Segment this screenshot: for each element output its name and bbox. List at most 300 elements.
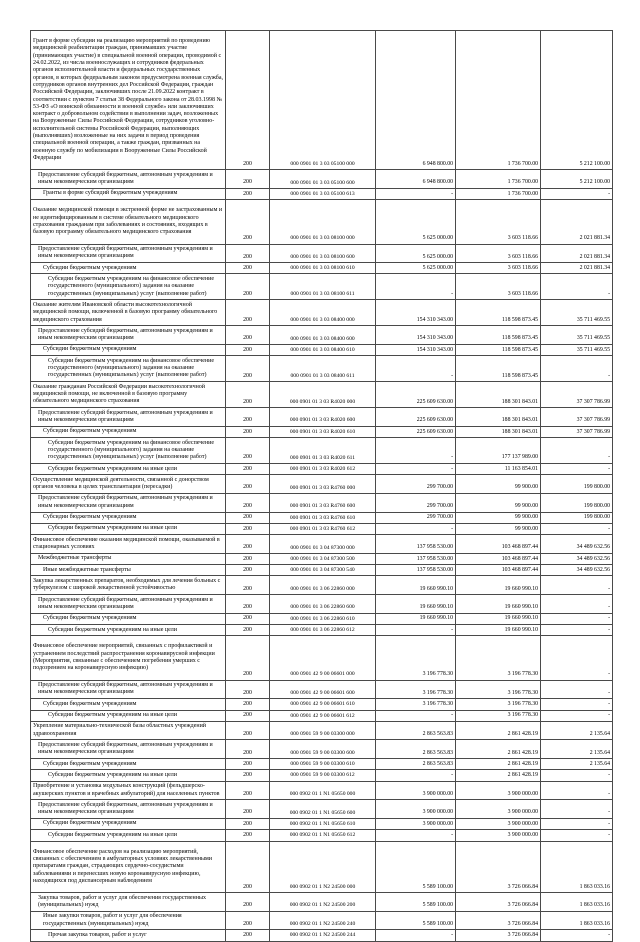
cell-executed-amount: 3 603 118.66 <box>456 263 541 274</box>
cell-expense-type: 200 <box>226 326 270 345</box>
cell-classification-code: 000 0901 42 9 00 06601 000 <box>270 636 376 680</box>
cell-approved-amount: - <box>376 830 456 841</box>
cell-executed-amount: 19 660 990.10 <box>456 595 541 614</box>
cell-approved-amount: - <box>376 274 456 300</box>
table-row <box>31 188 613 199</box>
cell-approved-amount: - <box>376 356 456 382</box>
cell-classification-code: 000 0901 01 3 03 R4760 612 <box>270 523 376 534</box>
cell-expense-type: 200 <box>226 188 270 199</box>
cell-executed-amount: 118 598 873.45 <box>456 356 541 382</box>
cell-executed-amount: 118 598 873.45 <box>456 300 541 326</box>
cell-classification-code: 000 0901 01 3 03 R4760 000 <box>270 475 376 494</box>
cell-approved-amount: 137 958 530.00 <box>376 535 456 554</box>
cell-row-name: Субсидии бюджетным учреждениям на иные цели <box>31 710 226 721</box>
cell-approved-amount: 154 310 343.00 <box>376 326 456 345</box>
cell-row-name: Субсидии бюджетным учреждениям на финансовое обеспечение государственного (муниципального) задания на оказание государственных (муниципальных) услуг (выполнение работ) <box>31 356 226 382</box>
cell-executed-amount: 103 468 897.44 <box>456 565 541 576</box>
cell-unexecuted-amount: - <box>541 930 613 941</box>
cell-approved-amount: 137 958 530.00 <box>376 553 456 564</box>
budget-table-body <box>31 31 613 942</box>
cell-executed-amount: 3 196 778.30 <box>456 699 541 710</box>
cell-row-name: Финансовое обеспечение мероприятий, связанных с профилактикой и устранением последствий распространения коронавирусной инфекции (Мероприятия, связанные с обеспечением погребения умерших с подозрением на коронавирусную инфекцию) <box>31 636 226 680</box>
cell-classification-code: 000 0901 01 3 03 08400 610 <box>270 344 376 355</box>
cell-approved-amount: 19 660 990.10 <box>376 595 456 614</box>
cell-classification-code: 000 0901 01 3 03 R4760 600 <box>270 493 376 512</box>
cell-approved-amount: 6 948 800.00 <box>376 31 456 170</box>
cell-unexecuted-amount: 199 800.00 <box>541 493 613 512</box>
cell-executed-amount: 3 196 778.30 <box>456 636 541 680</box>
cell-expense-type: 200 <box>226 475 270 494</box>
cell-executed-amount: 3 726 066.84 <box>456 893 541 912</box>
cell-executed-amount: 99 900.00 <box>456 512 541 523</box>
cell-row-name: Предоставление субсидий бюджетным, автономным учреждениям и иным некоммерческим организациям <box>31 680 226 699</box>
cell-expense-type: 200 <box>226 759 270 770</box>
cell-classification-code: 000 0901 42 9 00 06601 610 <box>270 699 376 710</box>
cell-classification-code: 000 0901 01 3 03 R4020 610 <box>270 426 376 437</box>
cell-classification-code: 000 0901 01 3 03 08400 600 <box>270 326 376 345</box>
table-row <box>31 344 613 355</box>
table-row <box>31 244 613 263</box>
cell-classification-code: 000 0901 59 9 00 03300 612 <box>270 770 376 781</box>
cell-executed-amount: 3 900 000.00 <box>456 830 541 841</box>
table-row <box>31 382 613 408</box>
cell-classification-code: 000 0901 01 3 06 22860 000 <box>270 576 376 595</box>
cell-approved-amount: - <box>376 188 456 199</box>
cell-approved-amount: - <box>376 625 456 636</box>
cell-executed-amount: 3 603 118.66 <box>456 274 541 300</box>
cell-expense-type: 200 <box>226 200 270 244</box>
cell-row-name: Субсидии бюджетным учреждениям на иные цели <box>31 625 226 636</box>
cell-unexecuted-amount: 2 021 881.34 <box>541 244 613 263</box>
table-row <box>31 300 613 326</box>
cell-approved-amount: 3 900 000.00 <box>376 781 456 800</box>
cell-executed-amount: 19 660 990.10 <box>456 576 541 595</box>
cell-approved-amount: 5 589 100.00 <box>376 893 456 912</box>
table-row <box>31 770 613 781</box>
cell-classification-code: 000 0901 01 3 03 08100 600 <box>270 244 376 263</box>
cell-unexecuted-amount: - <box>541 356 613 382</box>
cell-unexecuted-amount: 1 863 033.16 <box>541 911 613 930</box>
cell-row-name: Предоставление субсидий бюджетным, автономным учреждениям и иным некоммерческим организациям <box>31 740 226 759</box>
cell-classification-code: 000 0901 01 3 06 22860 612 <box>270 625 376 636</box>
cell-row-name: Грант в форме субсидии на реализацию мероприятий по проведению медицинской реабилитации граждан, принимавших участие (принимающих участие) в специальной военной операции, проводимой с 24.02.2022, из числа военнослужащих и сотрудников федеральных органов исполнительной власти и федеральных государственных органов, в которых федеральным законом предусмотрена военная служба, сотрудников органов внутренних дел Российской Федерации, граждан Российской Федерации, заключивших после 21.09.2022 контракт в соответствии с пунктом 7 статьи 38 Федерального закона от 28.03.1998 № 53-ФЗ «О воинской обязанности и военной службе» или заключивших контракт о добровольном содействии в выполнении задач, возложенных на Вооруженные Силы Российской Федерации, сотрудников уголовно-исполнительной системы Российской Федерации, выполняющих (выполнявших) возложенные на них задачи в период проведения специальной военной операции, а также граждан, призванных на военную службу по мобилизации в Вооруженные Силы Российской Федерации <box>31 31 226 170</box>
cell-approved-amount: 5 625 000.00 <box>376 200 456 244</box>
cell-expense-type: 200 <box>226 781 270 800</box>
table-row <box>31 759 613 770</box>
cell-expense-type: 200 <box>226 553 270 564</box>
cell-executed-amount: 2 861 428.19 <box>456 740 541 759</box>
cell-approved-amount: 154 310 343.00 <box>376 300 456 326</box>
cell-unexecuted-amount: - <box>541 699 613 710</box>
cell-approved-amount: 5 589 100.00 <box>376 911 456 930</box>
cell-row-name: Оказание медицинской помощи в экстренной форме не застрахованным и не идентифицированным в системе обязательного медицинского страхования гражданам при заболеваниях и состояниях, входящих в базовую программу обязательного медицинского страхования <box>31 200 226 244</box>
budget-report-table <box>30 30 613 942</box>
cell-classification-code: 000 0901 01 3 03 08400 611 <box>270 356 376 382</box>
cell-expense-type: 200 <box>226 408 270 427</box>
cell-approved-amount: - <box>376 710 456 721</box>
cell-approved-amount: 225 609 630.00 <box>376 382 456 408</box>
cell-expense-type: 200 <box>226 576 270 595</box>
cell-classification-code: 000 0901 01 3 06 22860 610 <box>270 613 376 624</box>
cell-classification-code: 000 0901 01 3 03 R4020 611 <box>270 438 376 464</box>
cell-unexecuted-amount: - <box>541 770 613 781</box>
cell-unexecuted-amount: 1 863 033.16 <box>541 893 613 912</box>
cell-executed-amount: 3 900 000.00 <box>456 781 541 800</box>
cell-row-name: Финансовое обеспечение расходов на реализацию мероприятий, связанных с обеспечением в амбулаторных условиях лекарственными препаратами граждан, страдающих сердечно-сосудистыми заболеваниями и перенесших новую коронавирусную инфекцию, находящихся под диспансерным наблюдением <box>31 841 226 893</box>
cell-approved-amount: 2 863 563.83 <box>376 740 456 759</box>
cell-row-name: Субсидии бюджетным учреждениям <box>31 818 226 829</box>
cell-unexecuted-amount: - <box>541 710 613 721</box>
cell-approved-amount: 2 863 563.83 <box>376 759 456 770</box>
cell-expense-type: 200 <box>226 680 270 699</box>
cell-row-name: Оказание гражданам Российской Федерации высокотехнологичной медицинской помощи, не включенной в базовую программу обязательного медицинского страхования <box>31 382 226 408</box>
cell-row-name: Закупка товаров, работ и услуг для обеспечения государственных (муниципальных) нужд <box>31 893 226 912</box>
cell-classification-code: 000 0901 01 3 03 08100 610 <box>270 263 376 274</box>
table-row <box>31 893 613 912</box>
cell-unexecuted-amount: 34 489 632.56 <box>541 553 613 564</box>
table-row <box>31 800 613 819</box>
cell-approved-amount: 299 700.00 <box>376 475 456 494</box>
cell-executed-amount: 3 900 000.00 <box>456 818 541 829</box>
cell-row-name: Субсидии бюджетным учреждениям <box>31 512 226 523</box>
cell-row-name: Субсидии бюджетным учреждениям на финансовое обеспечение государственного (муниципального) задания на оказание государственных (муниципальных) услуг (выполнение работ) <box>31 274 226 300</box>
table-row <box>31 493 613 512</box>
cell-unexecuted-amount: - <box>541 830 613 841</box>
cell-row-name: Гранты в форме субсидий бюджетным учреждениям <box>31 188 226 199</box>
cell-expense-type: 200 <box>226 625 270 636</box>
cell-executed-amount: 3 726 066.84 <box>456 911 541 930</box>
cell-expense-type: 200 <box>226 613 270 624</box>
cell-row-name: Предоставление субсидий бюджетным, автономным учреждениям и иным некоммерческим организациям <box>31 326 226 345</box>
cell-unexecuted-amount: - <box>541 625 613 636</box>
table-row <box>31 721 613 740</box>
table-row <box>31 408 613 427</box>
cell-unexecuted-amount: 2 135.64 <box>541 759 613 770</box>
cell-row-name: Межбюджетные трансферты <box>31 553 226 564</box>
cell-unexecuted-amount: - <box>541 636 613 680</box>
cell-executed-amount: 19 660 990.10 <box>456 613 541 624</box>
cell-approved-amount: 299 700.00 <box>376 512 456 523</box>
cell-classification-code: 000 0901 01 3 03 05100 000 <box>270 31 376 170</box>
table-row <box>31 625 613 636</box>
cell-executed-amount: 103 468 897.44 <box>456 553 541 564</box>
cell-expense-type: 200 <box>226 274 270 300</box>
cell-classification-code: 000 0901 01 3 03 05100 600 <box>270 170 376 189</box>
cell-unexecuted-amount: - <box>541 576 613 595</box>
cell-classification-code: 000 0902 01 1 N2 24500 200 <box>270 893 376 912</box>
table-row <box>31 535 613 554</box>
cell-executed-amount: 99 900.00 <box>456 523 541 534</box>
cell-executed-amount: 3 726 066.84 <box>456 841 541 893</box>
cell-row-name: Предоставление субсидий бюджетным, автономным учреждениям и иным некоммерческим организациям <box>31 170 226 189</box>
cell-classification-code: 000 0901 42 9 00 06601 600 <box>270 680 376 699</box>
cell-unexecuted-amount: 199 800.00 <box>541 512 613 523</box>
cell-row-name: Закупка лекарственных препаратов, необходимых для лечения больных с туберкулезом с широкой лекарственной устойчивостью <box>31 576 226 595</box>
table-row <box>31 613 613 624</box>
cell-unexecuted-amount: 37 307 786.99 <box>541 408 613 427</box>
cell-classification-code: 000 0901 59 9 00 03300 000 <box>270 721 376 740</box>
cell-unexecuted-amount: - <box>541 680 613 699</box>
cell-executed-amount: 99 900.00 <box>456 493 541 512</box>
cell-executed-amount: 3 196 778.30 <box>456 680 541 699</box>
cell-classification-code: 000 0901 42 9 00 06601 612 <box>270 710 376 721</box>
cell-unexecuted-amount: - <box>541 595 613 614</box>
cell-executed-amount: 177 137 989.00 <box>456 438 541 464</box>
cell-executed-amount: 2 861 428.19 <box>456 759 541 770</box>
table-row <box>31 680 613 699</box>
table-row <box>31 636 613 680</box>
cell-row-name: Осуществление медицинской деятельности, связанной с донорством органов человека в целях трансплантации (пересадки) <box>31 475 226 494</box>
cell-classification-code: 000 0901 01 3 03 08100 611 <box>270 274 376 300</box>
cell-executed-amount: 19 660 990.10 <box>456 625 541 636</box>
cell-unexecuted-amount: 199 800.00 <box>541 475 613 494</box>
cell-row-name: Субсидии бюджетным учреждениям <box>31 759 226 770</box>
cell-approved-amount: 3 900 000.00 <box>376 818 456 829</box>
cell-classification-code: 000 0901 59 9 00 03300 610 <box>270 759 376 770</box>
cell-row-name: Субсидии бюджетным учреждениям на иные цели <box>31 523 226 534</box>
cell-expense-type: 200 <box>226 426 270 437</box>
cell-row-name: Финансовое обеспечение оказания медицинской помощи, оказываемой в стационарных условиях <box>31 535 226 554</box>
cell-expense-type: 200 <box>226 565 270 576</box>
cell-unexecuted-amount: - <box>541 781 613 800</box>
cell-expense-type: 200 <box>226 493 270 512</box>
table-row <box>31 930 613 941</box>
cell-expense-type: 200 <box>226 170 270 189</box>
cell-expense-type: 200 <box>226 818 270 829</box>
table-row <box>31 274 613 300</box>
cell-unexecuted-amount: 5 212 100.00 <box>541 31 613 170</box>
cell-row-name: Субсидии бюджетным учреждениям на иные цели <box>31 830 226 841</box>
cell-approved-amount: 6 948 800.00 <box>376 170 456 189</box>
cell-row-name: Субсидии бюджетным учреждениям на финансовое обеспечение государственного (муниципального) задания на оказание государственных (муниципальных) услуг (выполнение работ) <box>31 438 226 464</box>
cell-executed-amount: 3 900 000.00 <box>456 800 541 819</box>
cell-row-name: Оказание жителям Ивановской области высокотехнологичной медицинской помощи, включенной в базовую программу обязательного медицинского страхования <box>31 300 226 326</box>
table-row <box>31 565 613 576</box>
cell-unexecuted-amount: 2 135.64 <box>541 721 613 740</box>
cell-approved-amount: - <box>376 770 456 781</box>
cell-approved-amount: - <box>376 523 456 534</box>
cell-expense-type: 200 <box>226 930 270 941</box>
cell-approved-amount: 5 625 000.00 <box>376 263 456 274</box>
cell-expense-type: 200 <box>226 382 270 408</box>
cell-expense-type: 200 <box>226 893 270 912</box>
table-row <box>31 523 613 534</box>
cell-classification-code: 000 0901 59 9 00 03300 600 <box>270 740 376 759</box>
cell-row-name: Субсидии бюджетным учреждениям на иные цели <box>31 464 226 475</box>
cell-approved-amount: 5 625 000.00 <box>376 244 456 263</box>
cell-approved-amount: - <box>376 464 456 475</box>
table-row <box>31 170 613 189</box>
table-row <box>31 740 613 759</box>
cell-row-name: Субсидии бюджетным учреждениям <box>31 699 226 710</box>
cell-unexecuted-amount: - <box>541 800 613 819</box>
cell-approved-amount: 299 700.00 <box>376 493 456 512</box>
table-row <box>31 356 613 382</box>
cell-executed-amount: 2 861 428.19 <box>456 770 541 781</box>
cell-classification-code: 000 0902 01 1 N1 05650 612 <box>270 830 376 841</box>
cell-unexecuted-amount: 37 307 786.99 <box>541 426 613 437</box>
cell-approved-amount: 154 310 343.00 <box>376 344 456 355</box>
cell-expense-type: 200 <box>226 512 270 523</box>
cell-expense-type: 200 <box>226 356 270 382</box>
cell-classification-code: 000 0902 01 1 N2 24500 240 <box>270 911 376 930</box>
cell-unexecuted-amount: - <box>541 464 613 475</box>
cell-unexecuted-amount: - <box>541 613 613 624</box>
cell-expense-type: 200 <box>226 263 270 274</box>
cell-classification-code: 000 0901 01 3 06 22860 600 <box>270 595 376 614</box>
cell-expense-type: 200 <box>226 740 270 759</box>
cell-unexecuted-amount: - <box>541 523 613 534</box>
cell-approved-amount: 19 660 990.10 <box>376 613 456 624</box>
cell-executed-amount: 1 736 700.00 <box>456 31 541 170</box>
cell-expense-type: 200 <box>226 535 270 554</box>
table-row <box>31 818 613 829</box>
cell-classification-code: 000 0901 01 3 03 R4020 000 <box>270 382 376 408</box>
table-row <box>31 512 613 523</box>
cell-classification-code: 000 0901 01 3 03 08400 000 <box>270 300 376 326</box>
cell-row-name: Субсидии бюджетным учреждениям <box>31 263 226 274</box>
cell-approved-amount: 3 196 778.30 <box>376 680 456 699</box>
cell-classification-code: 000 0901 01 3 04 87300 500 <box>270 553 376 564</box>
cell-executed-amount: 188 301 843.01 <box>456 382 541 408</box>
cell-classification-code: 000 0901 01 3 03 R4020 600 <box>270 408 376 427</box>
cell-approved-amount: - <box>376 438 456 464</box>
cell-expense-type: 200 <box>226 911 270 930</box>
table-row <box>31 595 613 614</box>
cell-row-name: Предоставление субсидий бюджетным, автономным учреждениям и иным некоммерческим организациям <box>31 800 226 819</box>
cell-row-name: Иные закупки товаров, работ и услуг для обеспечения государственных (муниципальных) нужд <box>31 911 226 930</box>
cell-approved-amount: 225 609 630.00 <box>376 426 456 437</box>
cell-expense-type: 200 <box>226 244 270 263</box>
cell-classification-code: 000 0901 01 3 04 87300 000 <box>270 535 376 554</box>
cell-classification-code: 000 0902 01 1 N1 05650 000 <box>270 781 376 800</box>
cell-unexecuted-amount: - <box>541 438 613 464</box>
cell-expense-type: 200 <box>226 464 270 475</box>
cell-classification-code: 000 0901 01 3 04 87300 540 <box>270 565 376 576</box>
cell-expense-type: 200 <box>226 770 270 781</box>
cell-approved-amount: 19 660 990.10 <box>376 576 456 595</box>
cell-row-name: Субсидии бюджетным учреждениям <box>31 613 226 624</box>
cell-unexecuted-amount: 2 135.64 <box>541 740 613 759</box>
cell-approved-amount: 225 609 630.00 <box>376 408 456 427</box>
cell-approved-amount: 3 196 778.30 <box>376 699 456 710</box>
cell-approved-amount: 5 589 100.00 <box>376 841 456 893</box>
cell-executed-amount: 188 301 843.01 <box>456 426 541 437</box>
cell-expense-type: 200 <box>226 721 270 740</box>
cell-row-name: Приобретение и установка модульных конструкций (фельдшерско-акушерских пунктов и врачебных амбулаторий) для населенных пунктов <box>31 781 226 800</box>
cell-unexecuted-amount: 2 021 881.34 <box>541 263 613 274</box>
cell-executed-amount: 1 736 700.00 <box>456 170 541 189</box>
cell-executed-amount: 11 163 854.01 <box>456 464 541 475</box>
cell-unexecuted-amount: 5 212 100.00 <box>541 170 613 189</box>
table-row <box>31 710 613 721</box>
cell-expense-type: 200 <box>226 841 270 893</box>
cell-approved-amount: 2 863 563.83 <box>376 721 456 740</box>
cell-unexecuted-amount: 37 307 786.99 <box>541 382 613 408</box>
cell-expense-type: 200 <box>226 800 270 819</box>
cell-approved-amount: 137 958 530.00 <box>376 565 456 576</box>
cell-row-name: Укрепление материально-технической базы областных учреждений здравоохранения <box>31 721 226 740</box>
table-row <box>31 830 613 841</box>
cell-executed-amount: 103 468 897.44 <box>456 535 541 554</box>
cell-row-name: Субсидии бюджетным учреждениям на иные цели <box>31 770 226 781</box>
cell-expense-type: 200 <box>226 699 270 710</box>
cell-executed-amount: 118 598 873.45 <box>456 326 541 345</box>
cell-classification-code: 000 0902 01 1 N1 05650 600 <box>270 800 376 819</box>
cell-expense-type: 200 <box>226 523 270 534</box>
table-row <box>31 31 613 170</box>
cell-unexecuted-amount: 2 021 881.34 <box>541 200 613 244</box>
cell-classification-code: 000 0901 01 3 03 08100 000 <box>270 200 376 244</box>
cell-classification-code: 000 0902 01 1 N2 24500 000 <box>270 841 376 893</box>
table-row <box>31 781 613 800</box>
cell-executed-amount: 99 900.00 <box>456 475 541 494</box>
cell-row-name: Предоставление субсидий бюджетным, автономным учреждениям и иным некоммерческим организациям <box>31 408 226 427</box>
cell-approved-amount: 3 196 778.30 <box>376 636 456 680</box>
cell-unexecuted-amount: 35 711 469.55 <box>541 300 613 326</box>
cell-expense-type: 200 <box>226 636 270 680</box>
cell-row-name: Предоставление субсидий бюджетным, автономным учреждениям и иным некоммерческим организациям <box>31 493 226 512</box>
table-row <box>31 438 613 464</box>
cell-expense-type: 200 <box>226 438 270 464</box>
cell-row-name: Предоставление субсидий бюджетным, автономным учреждениям и иным некоммерческим организациям <box>31 595 226 614</box>
cell-expense-type: 200 <box>226 710 270 721</box>
cell-unexecuted-amount: - <box>541 188 613 199</box>
cell-expense-type: 200 <box>226 31 270 170</box>
cell-expense-type: 200 <box>226 300 270 326</box>
cell-expense-type: 200 <box>226 595 270 614</box>
cell-executed-amount: 2 861 428.19 <box>456 721 541 740</box>
cell-row-name: Предоставление субсидий бюджетным, автономным учреждениям и иным некоммерческим организациям <box>31 244 226 263</box>
cell-classification-code: 000 0902 01 1 N1 05650 610 <box>270 818 376 829</box>
cell-classification-code: 000 0901 01 3 03 R4760 610 <box>270 512 376 523</box>
cell-row-name: Иные межбюджетные трансферты <box>31 565 226 576</box>
cell-expense-type: 200 <box>226 344 270 355</box>
document-page <box>30 30 612 942</box>
cell-approved-amount: 3 900 000.00 <box>376 800 456 819</box>
table-row <box>31 464 613 475</box>
cell-classification-code: 000 0902 01 1 N2 24500 244 <box>270 930 376 941</box>
cell-unexecuted-amount: 34 489 632.56 <box>541 565 613 576</box>
table-row <box>31 553 613 564</box>
table-row <box>31 426 613 437</box>
table-row <box>31 200 613 244</box>
table-row <box>31 911 613 930</box>
cell-approved-amount: - <box>376 930 456 941</box>
cell-row-name: Субсидии бюджетным учреждениям <box>31 426 226 437</box>
cell-classification-code: 000 0901 01 3 03 05100 613 <box>270 188 376 199</box>
table-row <box>31 263 613 274</box>
cell-unexecuted-amount: - <box>541 818 613 829</box>
cell-executed-amount: 3 726 066.84 <box>456 930 541 941</box>
table-row <box>31 699 613 710</box>
cell-unexecuted-amount: - <box>541 274 613 300</box>
cell-classification-code: 000 0901 01 3 03 R4020 612 <box>270 464 376 475</box>
table-row <box>31 475 613 494</box>
cell-row-name: Прочая закупка товаров, работ и услуг <box>31 930 226 941</box>
cell-executed-amount: 118 598 873.45 <box>456 344 541 355</box>
cell-executed-amount: 1 736 700.00 <box>456 188 541 199</box>
table-row <box>31 326 613 345</box>
cell-row-name: Субсидии бюджетным учреждениям <box>31 344 226 355</box>
cell-executed-amount: 3 603 118.66 <box>456 244 541 263</box>
cell-unexecuted-amount: 1 863 033.16 <box>541 841 613 893</box>
table-row <box>31 576 613 595</box>
cell-unexecuted-amount: 35 711 469.55 <box>541 344 613 355</box>
cell-unexecuted-amount: 34 489 632.56 <box>541 535 613 554</box>
cell-unexecuted-amount: 35 711 469.55 <box>541 326 613 345</box>
table-row <box>31 841 613 893</box>
